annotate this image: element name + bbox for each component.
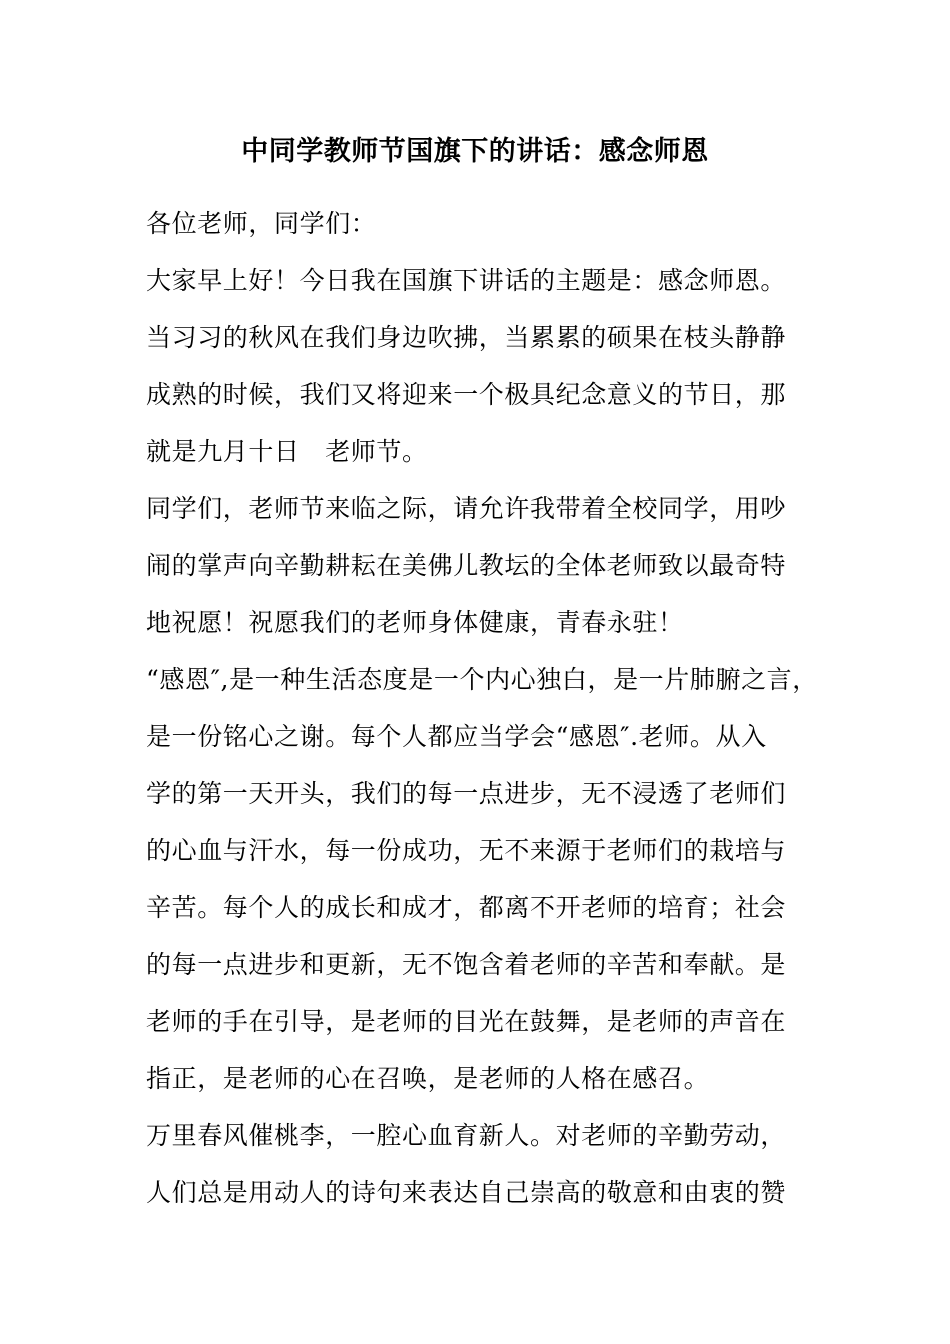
document-title: 中同学教师节国旗下的讲话：感念师恩 [241,136,709,167]
text-line-5: 就是九月十日 老师节。 [146,437,428,466]
text-line-2: 大家早上好！今日我在国旗下讲话的主题是：感念师恩。 [146,266,787,295]
text-line-9: “感恩″,是一种生活态度是一个内心独白，是一片肺腑之言， [146,665,818,694]
text-line-10: 是一份铭心之谢。每个人都应当学会“感恩″.老师。从入 [146,722,767,751]
text-line-7: 闹的掌声向辛勤耕耘在美佛儿教坛的全体老师致以最奇特 [146,551,787,580]
text-line-14: 的每一点进步和更新，无不饱含着老师的辛苦和奉献。是 [146,950,787,979]
text-line-13: 辛苦。每个人的成长和成才，都离不开老师的培育；社会 [146,893,787,922]
text-line-12: 的心血与汗水，每一份成功，无不来源于老师们的栽培与 [146,836,787,865]
text-line-6: 同学们，老师节来临之际，请允许我带着全校同学，用吵 [146,494,787,523]
text-line-16: 指正，是老师的心在召唤，是老师的人格在感召。 [146,1064,710,1093]
text-line-18: 人们总是用动人的诗句来表达自己崇高的敬意和由衷的赞 [146,1178,787,1207]
text-line-15: 老师的手在引导，是老师的目光在鼓舞，是老师的声音在 [146,1007,787,1036]
text-line-8: 地祝愿！祝愿我们的老师身体健康，青春永驻！ [146,608,684,637]
text-line-3: 当习习的秋风在我们身边吹拂，当累累的硕果在枝头静静 [146,323,787,352]
text-line-4: 成熟的时候，我们又将迎来一个极具纪念意义的节日，那 [146,380,787,409]
text-line-1: 各位老师，同学们： [146,209,377,238]
text-line-11: 学的第一天开头，我们的每一点进步，无不浸透了老师们 [146,779,787,808]
text-line-17: 万里春风催桃李，一腔心血育新人。对老师的辛勤劳动， [146,1121,787,1150]
